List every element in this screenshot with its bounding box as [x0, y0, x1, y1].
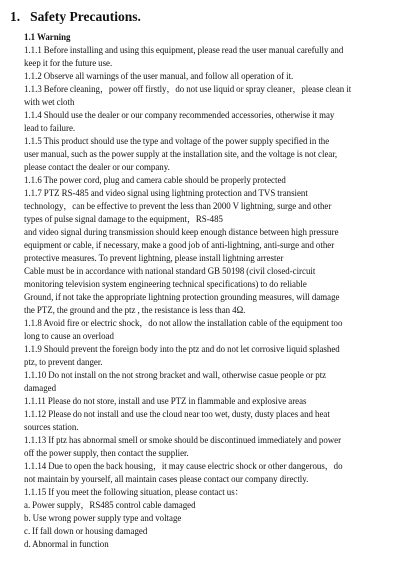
section-heading [10, 8, 390, 25]
paragraph: 1.1.3 Before cleaning，power off firstly，do not use liquid or spray cleaner，please clean it with wet cloth [24, 84, 352, 107]
paragraph: 1.1.12 Please do not install and use the cloud near too wet, dusty, dusty places and heat sources station. [24, 409, 330, 432]
paragraph: 1.1.14 Due to open the back housing，it may cause electric shock or other dangerous，do not maintain by yourself, all maintain cases please contact our company directly. [24, 461, 343, 484]
paragraph: d. Abnormal in function [24, 539, 109, 549]
subsection-title: 1.1 Warning [24, 32, 71, 42]
section-number: 1. [10, 9, 21, 24]
paragraph: 1.1.5 This product should use the type and voltage of the power supply specified in the user manual, such as the power supply at the installation site, and the voltage is not clear, please contact the dealer or our company. [24, 136, 338, 172]
paragraph: a. Power supply，RS485 control cable damaged [24, 500, 196, 510]
paragraph: 1.1.9 Should prevent the foreign body into the ptz and do not let corrosive liquid splashed ptz, to prevent danger. [24, 344, 340, 367]
paragraph: 1.1.4 Should use the dealer or our company recommended accessories, otherwise it may lead to failure. [24, 110, 335, 133]
paragraph: 1.1.8 Avoid fire or electric shock，do not allow the installation cable of the equipment too long to cause an overload [24, 318, 343, 341]
paragraph: 1.1.2 Observe all warnings of the user manual, and follow all operation of it. [24, 71, 294, 81]
paragraph: 1.1.6 The power cord, plug and camera cable should be properly protected [24, 175, 286, 185]
paragraph: 1.1.7 PTZ RS-485 and video signal using lightning protection and TVS transient technology，can be effective to prevent the less than 2000 V lightning, surge and other types of pulse signal damage to the equipment，RS-485 and video signal during transmission should keep enough distance between high pressure equipment or cable, if necessary, make a good job of anti-lightning, anti-surge and other protective measures. To prevent lightning, please install lightning arrester Cable must be in accordance with national standard GB 50198 (civil closed-circuit monitoring television system engineering technical specifications) to do reliable Ground, if not take the appropriate lightning protection grounding measures, will damage the PTZ, the ground and the ptz , the resistance is less than 4Ω. [24, 188, 340, 315]
paragraph: c. If fall down or housing damaged [24, 526, 148, 536]
paragraph: 1.1.1 Before installing and using this equipment, please read the user manual carefully and keep it for the future use. [24, 45, 344, 68]
section-content [10, 31, 390, 551]
paragraph: 1.1.11 Please do not store, install and use PTZ in flammable and explosive areas [24, 396, 307, 406]
paragraph: 1.1.10 Do not install on the not strong bracket and wall, otherwise casue people or ptz damaged [24, 370, 327, 393]
paragraph: 1.1.15 If you meet the following situation, please contact us： [24, 487, 244, 497]
paragraph: b. Use wrong power supply type and voltage [24, 513, 182, 523]
section-title: Safety Precautions. [30, 9, 141, 24]
paragraph: 1.1.13 If ptz has abnormal smell or smoke should be discontinued immediately and power off the power supply, then contact the supplier. [24, 435, 342, 458]
